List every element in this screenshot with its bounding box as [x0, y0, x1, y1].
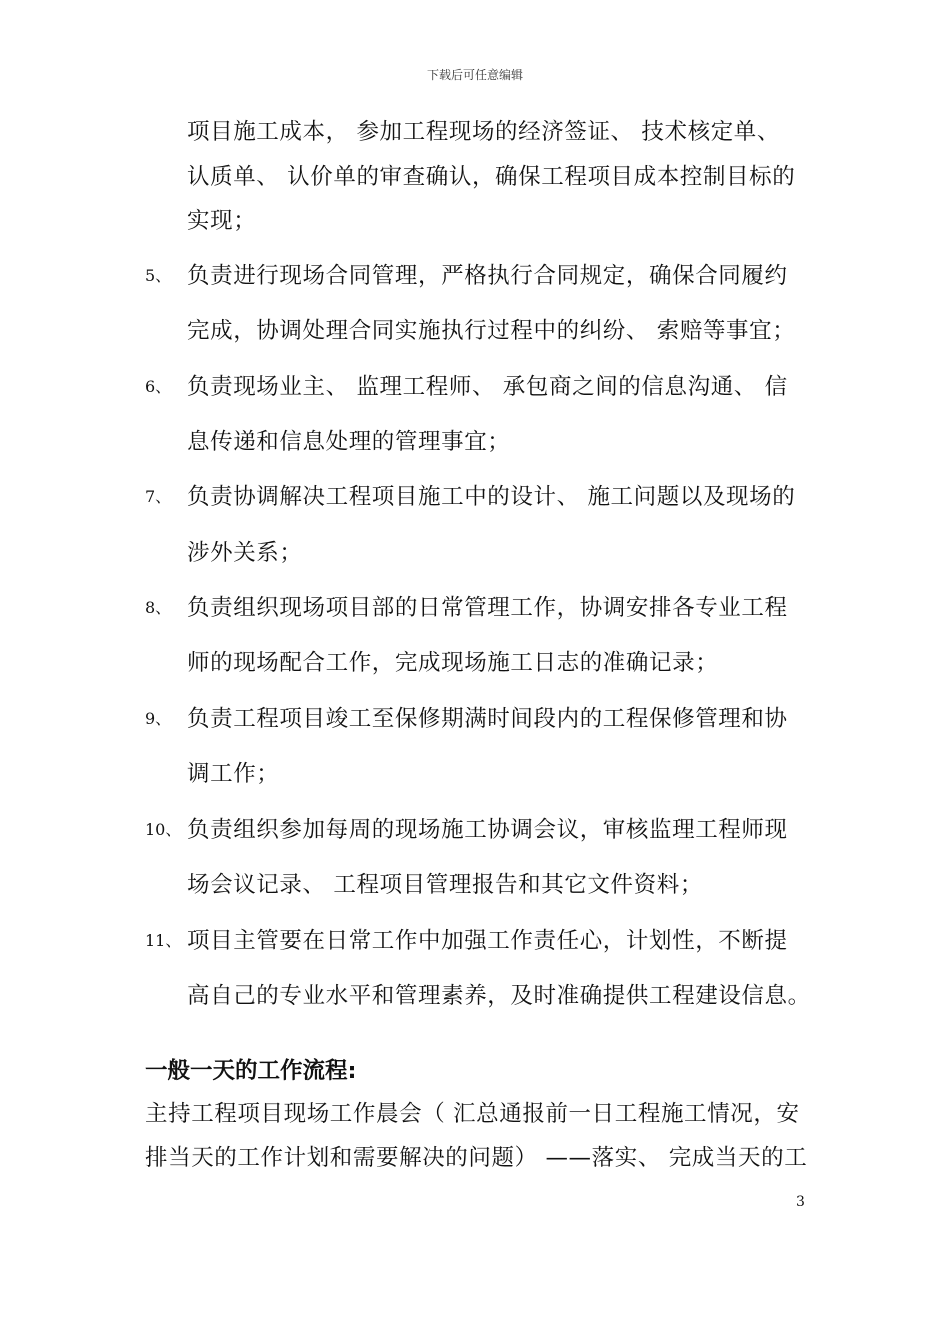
item-number: 11、 [145, 931, 182, 950]
continuation-line-2: 认质单、 认价单的审查确认，确保工程项目成本控制目标的 [187, 164, 796, 190]
item-line: 场会议记录、 工程项目管理报告和其它文件资料； [187, 872, 703, 898]
flow-line-2: 排当天的工作计划和需要解决的问题） ——落实、 完成当天的工 [145, 1145, 808, 1171]
item-number: 8、 [145, 598, 172, 617]
item-line: 调工作； [187, 761, 280, 787]
continuation-line-3: 实现； [187, 208, 257, 234]
item-number: 10、 [145, 820, 182, 839]
item-number: 9、 [145, 709, 172, 728]
continuation-line-1: 项目施工成本， 参加工程现场的经济签证、 技术核定单、 [187, 119, 781, 145]
item-line: 负责现场业主、 监理工程师、 承包商之间的信息沟通、 信 [187, 374, 788, 400]
header-note: 下载后可任意编辑 [426, 68, 523, 82]
item-line: 负责进行现场合同管理，严格执行合同规定，确保合同履约 [187, 263, 788, 289]
item-line: 涉外关系； [187, 540, 303, 566]
item-line: 完成，协调处理合同实施执行过程中的纠纷、 索赔等事宜； [187, 318, 796, 344]
section-heading: 一般一天的工作流程: [145, 1058, 357, 1084]
item-line: 负责组织现场项目部的日常管理工作，协调安排各专业工程 [187, 595, 788, 621]
item-line: 负责协调解决工程项目施工中的设计、 施工问题以及现场的 [187, 484, 796, 510]
item-line: 负责组织参加每周的现场施工协调会议，审核监理工程师现 [187, 817, 788, 843]
item-line: 项目主管要在日常工作中加强工作责任心，计划性，不断提 [187, 928, 788, 954]
item-line: 高自己的专业水平和管理素养，及时准确提供工程建设信息。 [187, 983, 811, 1009]
item-line: 负责工程项目竣工至保修期满时间段内的工程保修管理和协 [187, 706, 788, 732]
item-number: 7、 [145, 487, 172, 506]
flow-line-1: 主持工程项目现场工作晨会（ 汇总通报前一日工程施工情况，安 [145, 1101, 800, 1127]
page-number: 3 [796, 1194, 805, 1210]
item-line: 息传递和信息处理的管理事宜； [187, 429, 511, 455]
item-number: 5、 [145, 266, 172, 285]
item-number: 6、 [145, 377, 172, 396]
item-line: 师的现场配合工作，完成现场施工日志的准确记录； [187, 650, 719, 676]
